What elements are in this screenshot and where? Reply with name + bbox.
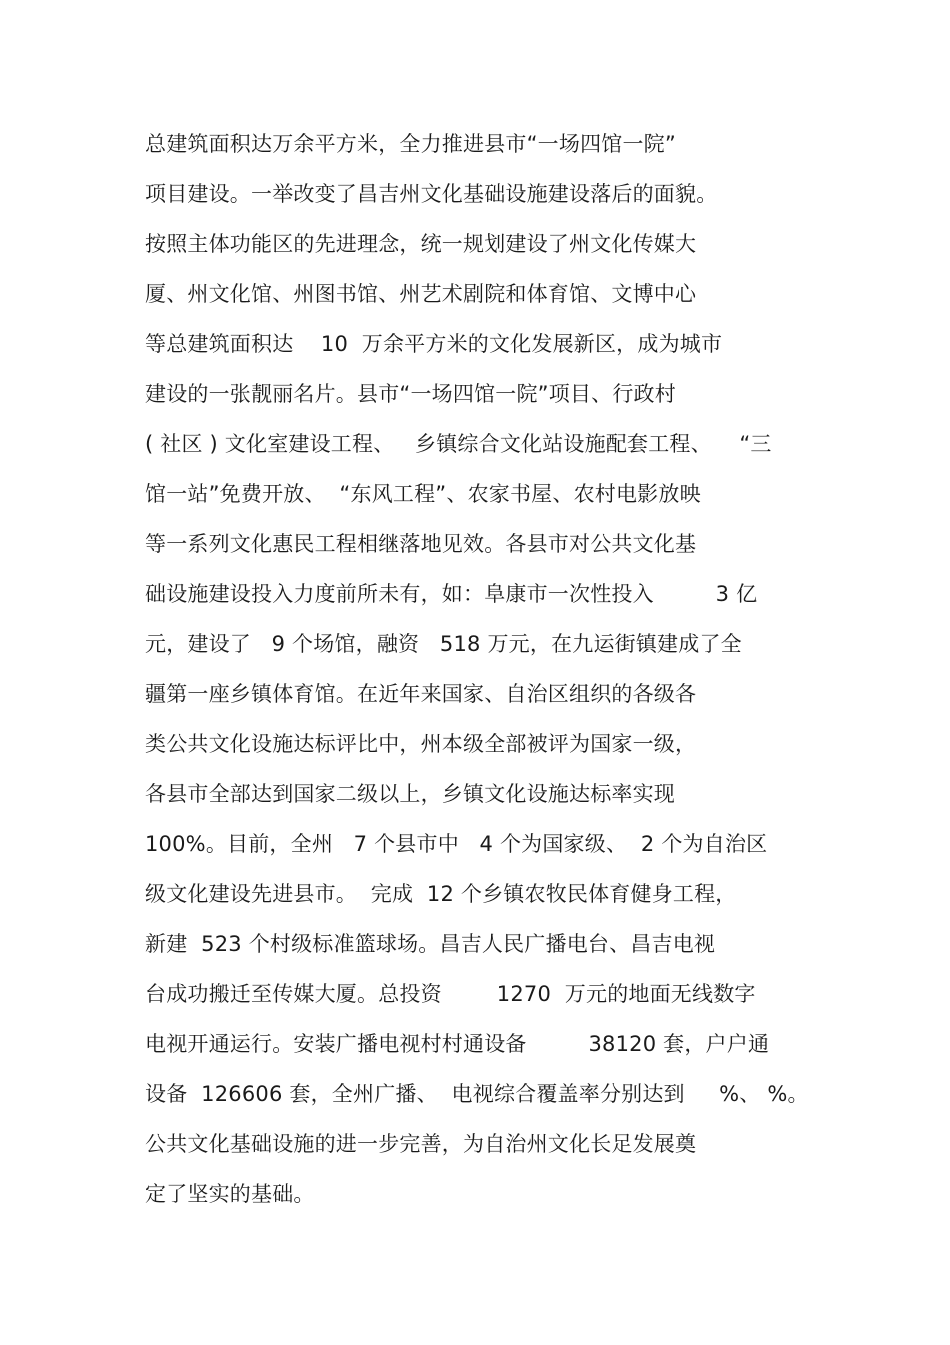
text-line: 项目建设。一举改变了昌吉州文化基础设施建设落后的面貌。 bbox=[145, 182, 718, 206]
text-line: 类公共文化设施达标评比中，州本级全部被评为国家一级， bbox=[145, 732, 697, 756]
text-line: 各县市全部达到国家二级以上，乡镇文化设施达标率实现 bbox=[145, 782, 675, 806]
text-line: 电视开通运行。安装广播电视村村通设备 38120 套，户户通 bbox=[145, 1032, 770, 1056]
text-line: 定了坚实的基础。 bbox=[145, 1182, 315, 1206]
text-line: 级文化建设先进县市。 完成 12 个乡镇农牧民体育健身工程， bbox=[145, 882, 737, 906]
text-line: 按照主体功能区的先进理念，统一规划建设了州文化传媒大 bbox=[145, 232, 697, 256]
text-line: 厦、州文化馆、州图书馆、州艺术剧院和体育馆、文博中心 bbox=[145, 282, 697, 306]
text-line: 疆第一座乡镇体育馆。在近年来国家、自治区组织的各级各 bbox=[145, 682, 697, 706]
text-line: 100%。目前，全州 7 个县市中 4 个为国家级、 2 个为自治区 bbox=[145, 832, 768, 856]
text-line: ( 社区 ) 文化室建设工程、 乡镇综合文化站设施配套工程、 “三 bbox=[145, 432, 772, 456]
text-line: 等总建筑面积达 10 万余平方米的文化发展新区，成为城市 bbox=[145, 332, 723, 356]
text-line: 元，建设了 9 个场馆，融资 518 万元，在九运街镇建成了全 bbox=[145, 632, 742, 656]
text-line: 总建筑面积达万余平方米，全力推进县市“一场四馆一院” bbox=[145, 132, 676, 156]
text-line: 馆一站”免费开放、 “东风工程”、农家书屋、农村电影放映 bbox=[145, 482, 701, 506]
body-paragraph bbox=[145, 124, 825, 1224]
text-line: 建设的一张靓丽名片。县市“一场四馆一院”项目、行政村 bbox=[145, 382, 676, 406]
text-line: 础设施建设投入力度前所未有，如：阜康市一次性投入 3 亿 bbox=[145, 582, 758, 606]
text-line: 台成功搬迁至传媒大厦。总投资 1270 万元的地面无线数字 bbox=[145, 982, 756, 1006]
text-line: 设备 126606 套，全州广播、 电视综合覆盖率分别达到 %、 %。 bbox=[145, 1082, 809, 1106]
text-line: 新建 523 个村级标准篮球场。昌吉人民广播电台、昌吉电视 bbox=[145, 932, 716, 956]
text-line: 等一系列文化惠民工程相继落地见效。各县市对公共文化基 bbox=[145, 532, 697, 556]
text-line: 公共文化基础设施的进一步完善，为自治州文化长足发展奠 bbox=[145, 1132, 697, 1156]
